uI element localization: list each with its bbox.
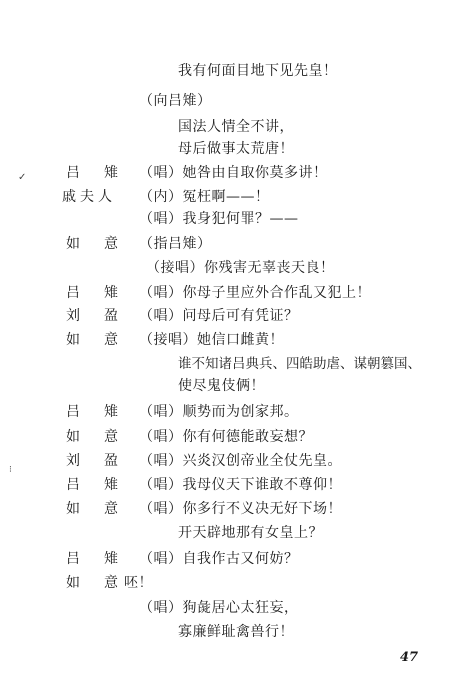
line-text: 你多行不义决无好下场！: [182, 501, 342, 517]
line-text: 我有何面目地下见先皇！: [178, 63, 338, 79]
stage-cue: （接唱）: [146, 260, 204, 276]
line-text: 我身犯何罪？——: [182, 211, 299, 227]
scan-speck: ⁝: [9, 465, 12, 475]
speaker-name: 雉: [104, 165, 118, 181]
script-line: [146, 259, 335, 277]
line-text: 使尽鬼伎俩！: [178, 378, 265, 394]
speaker-name: 意: [104, 429, 118, 445]
script-line: [139, 476, 342, 494]
script-line: [178, 140, 294, 158]
speaker-name: 刘: [66, 308, 80, 324]
line-text: 谁不知诸吕典兵、四皓助虐、谋朝篡国、: [178, 356, 421, 372]
line-text: 你有何德能敢妄想？: [182, 429, 313, 445]
line-text: 冤枉啊——！: [182, 189, 270, 205]
line-text: 呸！: [124, 575, 153, 591]
speaker-name: 意: [104, 236, 118, 252]
page-number: 47: [400, 650, 419, 665]
stage-cue: （唱）: [139, 600, 183, 616]
line-text: 我母仪天下谁敢不尊仰！: [182, 477, 342, 493]
speaker-name: 如: [66, 429, 80, 445]
stage-cue: （唱）: [139, 308, 183, 324]
line-text: 母后做事太荒唐！: [178, 141, 294, 157]
script-line: [139, 331, 284, 349]
script-line: [178, 355, 421, 373]
speaker-name: 盈: [104, 308, 118, 324]
speaker-name: 雉: [104, 404, 118, 420]
script-line: [178, 377, 265, 395]
script-line: [139, 403, 299, 421]
line-text: 狗彘居心太狂妄，: [182, 600, 299, 616]
line-text: 开天辟地那有女皇上？: [178, 525, 323, 541]
script-line: [178, 623, 294, 641]
script-line: [139, 210, 299, 228]
line-text: 国法人情全不讲，: [178, 119, 294, 135]
speaker-name: 盈: [104, 453, 118, 469]
stage-cue: （唱）: [139, 404, 183, 420]
stage-cue: （指吕雉）: [139, 236, 212, 252]
line-text: 问母后可有凭证？: [182, 308, 299, 324]
script-line: [139, 428, 313, 446]
stage-cue: （唱）: [139, 165, 183, 181]
script-line: [178, 62, 338, 80]
speaker-name: 意: [104, 575, 118, 591]
script-line: [178, 524, 323, 542]
speaker-name: 吕: [66, 477, 80, 493]
speaker-name: 意: [104, 501, 118, 517]
script-line: [139, 164, 328, 182]
speaker-name: 吕: [66, 404, 80, 420]
speaker-name: 如: [66, 501, 80, 517]
speaker-name: 吕: [66, 551, 80, 567]
line-text: 你母子里应外合作乱又犯上！: [182, 285, 371, 301]
script-line: [139, 92, 212, 110]
stage-cue: （接唱）: [139, 332, 197, 348]
line-text: 她信口雌黄！: [197, 332, 284, 348]
stage-cue: （唱）: [139, 211, 183, 227]
script-line: [139, 307, 299, 325]
stage-cue: （唱）: [139, 501, 183, 517]
script-line: [139, 235, 212, 253]
speaker-name: 如: [66, 332, 80, 348]
line-text: 自我作古又何妨？: [182, 551, 299, 567]
speaker-name: 意: [104, 332, 118, 348]
speaker-name: 吕: [66, 285, 80, 301]
line-text: 兴炎汉创帝业全仗先皇。: [182, 453, 342, 469]
stage-cue: （内）: [139, 189, 183, 205]
script-line: [139, 452, 342, 470]
speaker-name: 雉: [104, 551, 118, 567]
stage-cue: （唱）: [139, 551, 183, 567]
script-line: [139, 500, 342, 518]
stage-cue: （唱）: [139, 429, 183, 445]
stage-cue: （唱）: [139, 453, 183, 469]
line-text: 她咎由自取你莫多讲！: [182, 165, 328, 181]
script-line: [139, 550, 299, 568]
line-text: 顺势而为创家邦。: [182, 404, 299, 420]
speaker-name: 雉: [104, 285, 118, 301]
stage-cue: （向吕雉）: [139, 93, 212, 109]
line-text: 寡廉鲜耻禽兽行！: [178, 624, 294, 640]
speaker-name: 吕: [66, 165, 80, 181]
speaker-name: 戚夫人: [62, 189, 116, 205]
script-line: [124, 574, 153, 592]
stage-cue: （唱）: [139, 477, 183, 493]
speaker-name: 如: [66, 575, 80, 591]
line-text: 你残害无辜丧天良！: [204, 260, 335, 276]
speaker-name: 如: [66, 236, 80, 252]
speaker-name: 雉: [104, 477, 118, 493]
speaker-name: 刘: [66, 453, 80, 469]
script-line: [178, 118, 294, 136]
script-line: [139, 599, 299, 617]
scan-speck: ✓: [18, 172, 27, 183]
script-line: [139, 188, 270, 206]
script-line: [139, 284, 371, 302]
stage-cue: （唱）: [139, 285, 183, 301]
